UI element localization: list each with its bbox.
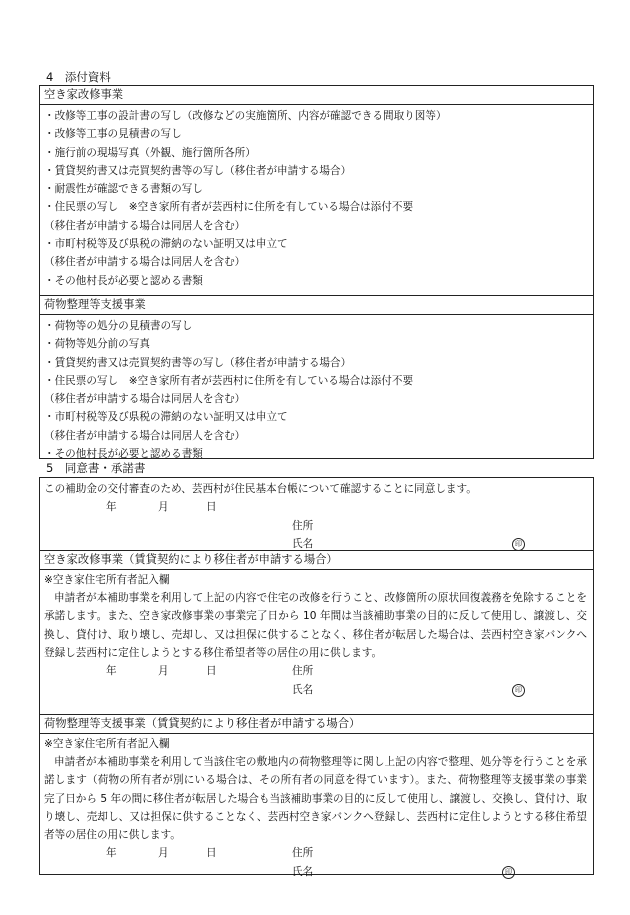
akiya-approval-note: ※空き家住宅所有者記入欄 [44, 574, 170, 586]
name-label: 氏名 [292, 683, 314, 696]
attachment-item: ・耐震性が確認できる書類の写し [44, 183, 203, 196]
attachment-item: ・市町村税等及び県税の滞納のない証明又は申立て [44, 238, 288, 251]
akiya-approval-block [40, 570, 593, 715]
day-label: 日 [206, 501, 217, 514]
attachment-item: ・市町村税等及び県税の滞納のない証明又は申立て [44, 411, 288, 424]
nimotsu-approval-text [40, 734, 593, 844]
attachment-item: ・施行前の現場写真（外観、施行箇所各所） [44, 146, 256, 159]
section4-title: 4 添付資料 [46, 70, 111, 84]
nimotsu-approval-note: ※空き家住宅所有者記入欄 [44, 738, 170, 750]
nimotsu-approval-block [40, 734, 593, 881]
attachments-table [39, 85, 594, 459]
akiya-approval-header: 空き家改修事業（賃貸契約により移住者が申請する場合） [40, 551, 593, 570]
month-label: 月 [158, 665, 169, 678]
nimotsu-header: 荷物整理等支援事業 [40, 295, 593, 315]
year-label: 年 [106, 847, 117, 860]
name-label: 氏名 [292, 538, 314, 551]
attachment-item: ・その他村長が必要と認める書類 [44, 448, 203, 461]
month-label: 月 [158, 501, 169, 514]
akiya-name-line [40, 681, 593, 700]
seal-mark: 印 [502, 866, 515, 879]
nimotsu-approval-body: 申請者が本補助事業を利用して当該住宅の敷地内の荷物整理等に関し上記の内容で整理、処分等を行うことを承諾します（荷物の所有者が別にいる場合は、その所有者の同意を得ています）。また、荷物整理等支援事業の事業完了日から 5 年の間に移住者が転居した場合も当該補助事業の目的に反して使用し、譲渡し、交換し、貸付け、取り壊し、売却し、又は担保に供することなく、芸西村空き家バンクへ登録し、芸西村に定住しようとする移住希望者等の居住の用に供します。 [44, 756, 587, 842]
address-line [40, 517, 593, 536]
seal-mark: 印 [512, 538, 525, 551]
month-label: 月 [158, 847, 169, 860]
address-label: 住所 [292, 665, 314, 678]
attachment-item: ・住民票の写し ※空き家所有者が芸西村に住所を有している場合は添付不要 [44, 374, 414, 387]
consent-text: この補助金の交付審査のため、芸西村が住民基本台帳について確認することに同意します。 [44, 483, 477, 495]
attachment-item: ・改修等工事の設計書の写し（改修などの実施箇所、内容が確認できる間取り図等） [44, 110, 447, 122]
section5-title: 5 同意書・承諾書 [46, 461, 146, 475]
name-label: 氏名 [292, 865, 314, 878]
attachment-item: ・その他村長が必要と認める書類 [44, 274, 203, 287]
akiya-date-address-line [40, 662, 593, 681]
seal-mark: 印 [512, 684, 525, 697]
attachment-item: （移住者が申請する場合は同居人を含む） [44, 219, 246, 232]
attachment-item: ・荷物等の処分の見積書の写し [44, 320, 193, 332]
day-label: 日 [206, 665, 217, 678]
name-line [40, 535, 593, 554]
akiya-attachment-list [40, 105, 593, 295]
attachment-item: ・改修等工事の見積書の写し [44, 128, 182, 141]
address-label: 住所 [292, 519, 314, 532]
attachment-item: ・賃貸契約書又は売買契約書等の写し（移住者が申請する場合） [44, 164, 352, 177]
attachment-item: （移住者が申請する場合は同居人を含む） [44, 256, 246, 269]
nimotsu-approval-header: 荷物整理等支援事業（賃貸契約により移住者が申請する場合） [40, 715, 593, 734]
akiya-header: 空き家改修事業 [40, 86, 593, 105]
attachment-item: ・賃貸契約書又は売買契約書等の写し（移住者が申請する場合） [44, 356, 352, 369]
address-label: 住所 [292, 847, 314, 860]
nimotsu-attachment-list [40, 315, 593, 463]
day-label: 日 [206, 847, 217, 860]
akiya-approval-body: 申請者が本補助事業を利用して上記の内容で住宅の改修を行うこと、改修箇所の原状回復義務を免除することを承諾します。また、空き家改修事業の事業完了日から 10 年間は当該補助事業の目的に反して使用し、譲渡し、交換し、貸付け、取り壊し、売却し、又は担保に供することなく、移住者が転居した場合は、芸西村空き家バンクへ登録し芸西村に定住しようとする移住希望者等の居住の用に供します。 [44, 592, 587, 659]
attachment-item: （移住者が申請する場合は同居人を含む） [44, 429, 246, 442]
consent-block [40, 478, 593, 551]
attachment-item: （移住者が申請する場合は同居人を含む） [44, 393, 246, 406]
consent-table [39, 477, 594, 878]
date-line [40, 498, 593, 517]
year-label: 年 [106, 665, 117, 678]
nimotsu-date-address-line [40, 844, 593, 863]
nimotsu-name-line [40, 863, 593, 882]
attachment-item: ・荷物等処分前の写真 [44, 338, 150, 351]
year-label: 年 [106, 501, 117, 514]
akiya-approval-text [40, 570, 593, 662]
attachment-item: ・住民票の写し ※空き家所有者が芸西村に住所を有している場合は添付不要 [44, 201, 414, 214]
